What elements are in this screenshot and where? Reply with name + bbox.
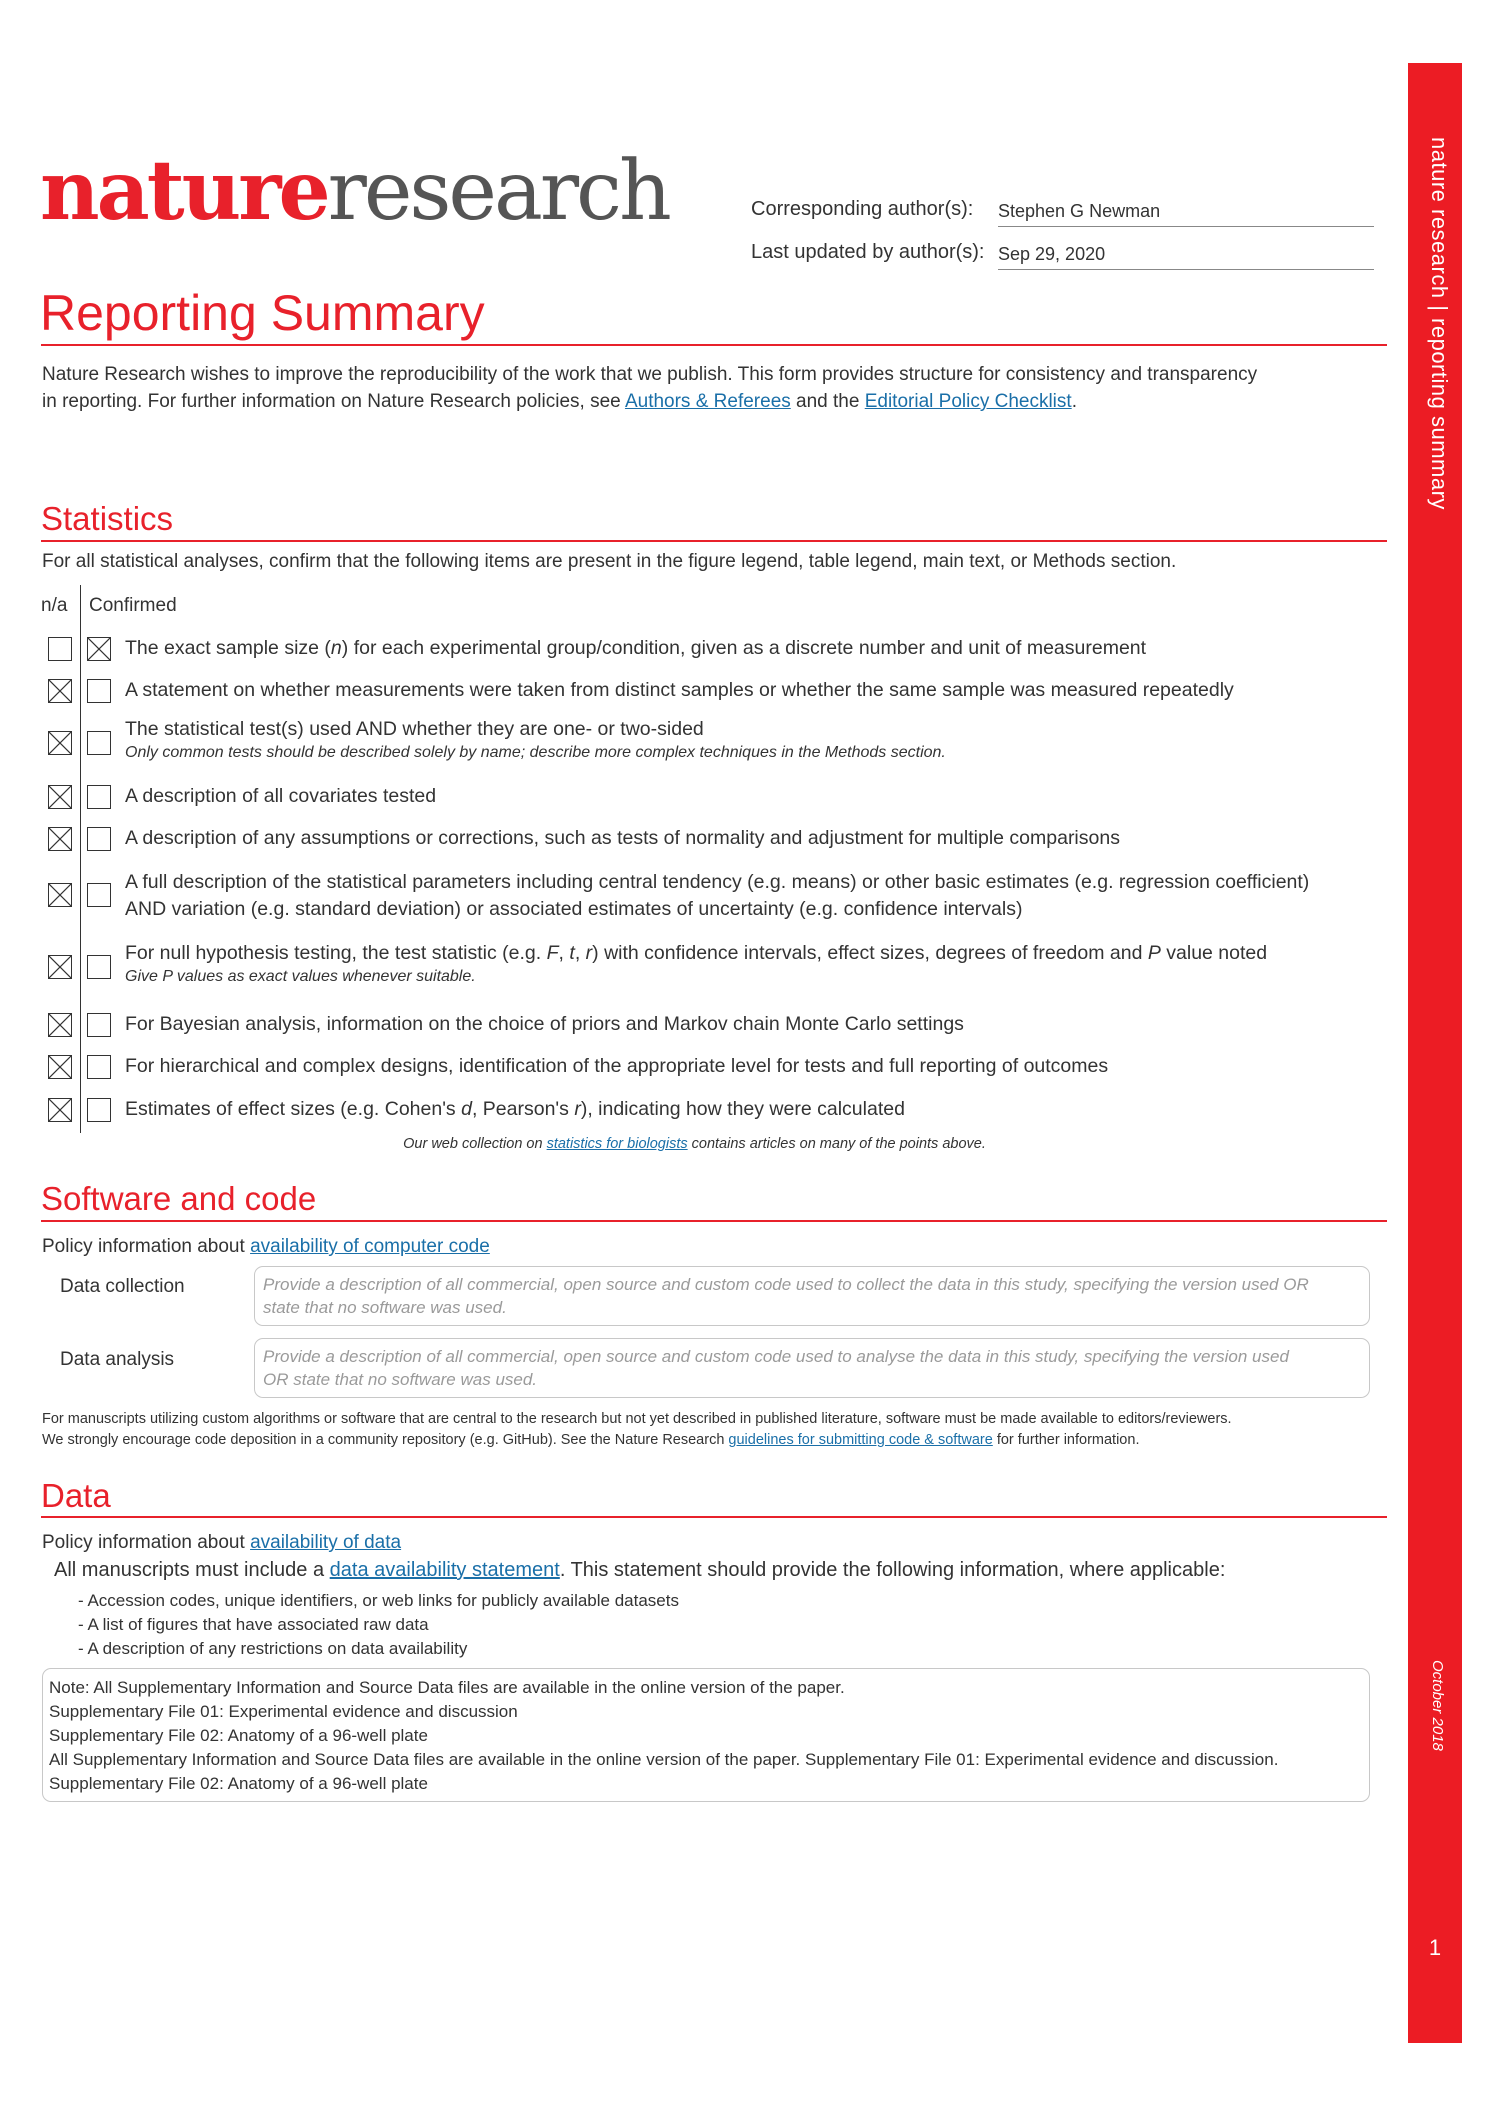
stat-item-3-sub: Only common tests should be described solely by name; describe more complex techniques in the Methods section. <box>125 744 946 761</box>
intro-line-2-pre: in reporting. For further information on Nature Research policies, see <box>42 391 625 412</box>
editorial-policy-link[interactable]: Editorial Policy Checklist <box>864 391 1072 412</box>
na-checkbox-3[interactable] <box>48 731 72 755</box>
sidebar-date: October 2018 <box>1429 1660 1446 1751</box>
authors-referees-link[interactable]: Authors & Referees <box>624 391 791 412</box>
stat-item-7-t1: For null hypothesis testing, the test statistic (e.g. <box>125 942 547 964</box>
na-checkbox-9[interactable] <box>48 1055 72 1079</box>
software-title: Software and code <box>41 1180 317 1217</box>
page-number: 1 <box>1428 1935 1442 1960</box>
statistics-rule <box>41 540 1387 542</box>
data-title: Data <box>41 1477 111 1514</box>
data-availability-field[interactable] <box>42 1668 1370 1802</box>
stat-item-1-italic: n <box>330 637 342 659</box>
stat-item-2: A statement on whether measurements were taken from distinct samples or whether the same sample was measured repeatedly <box>125 679 1234 701</box>
data-box-line-4: All Supplementary Information and Source Data files are available in the online version of the paper. Supplementary File 01: Experimental evidence and discussion. <box>49 1750 1279 1769</box>
stat-item-10-t1: Estimates of effect sizes (e.g. Cohen's <box>125 1098 462 1120</box>
software-note-line-1: For manuscripts utilizing custom algorithms or software that are central to the research but not yet described in published literature, software must be made available to editors/reviewers. <box>42 1411 1232 1427</box>
software-note <box>42 1409 1232 1451</box>
stat-item-7-t3: , <box>574 942 586 964</box>
stat-item-6 <box>125 869 1309 923</box>
data-bullets <box>78 1589 679 1661</box>
stat-item-10 <box>125 1096 905 1123</box>
stat-item-10-i1: d <box>461 1098 472 1120</box>
logo-nature: nature <box>40 143 328 239</box>
corresponding-author-label: Corresponding author(s): <box>751 198 974 220</box>
code-guidelines-link[interactable]: guidelines for submitting code & software <box>728 1432 993 1448</box>
data-collection-placeholder-1: Provide a description of all commercial, open source and custom code used to collect the data in this study, specifying the version used OR <box>263 1275 1309 1294</box>
data-statement-post: . This statement should provide the following information, where applicable: <box>559 1559 1226 1581</box>
stat-item-10-i2: r <box>574 1098 581 1120</box>
stat-item-7-t4: ) with confidence intervals, effect sizes, degrees of freedom and <box>592 942 1148 964</box>
data-bullet-1: - Accession codes, unique identifiers, or web links for publicly available datasets <box>78 1591 679 1610</box>
confirmed-checkbox-4[interactable] <box>87 785 111 809</box>
intro-end: . <box>1071 391 1077 412</box>
data-collection-label: Data collection <box>60 1276 185 1297</box>
data-box-line-1: Note: All Supplementary Information and Source Data files are available in the online version of the paper. <box>49 1678 845 1697</box>
stat-item-3-text: The statistical test(s) used AND whether they are one- or two-sided <box>125 718 704 740</box>
last-updated-field[interactable]: Sep 29, 2020 <box>998 244 1374 270</box>
na-checkbox-10[interactable] <box>48 1098 72 1122</box>
stat-item-7-t5: value noted <box>1160 942 1268 964</box>
stat-item-8: For Bayesian analysis, information on the choice of priors and Markov chain Monte Carlo settings <box>125 1013 964 1035</box>
data-analysis-placeholder-1: Provide a description of all commercial, open source and custom code used to analyse the data in this study, specifying the version used <box>263 1347 1289 1366</box>
data-box-line-2: Supplementary File 01: Experimental evidence and discussion <box>49 1702 518 1721</box>
data-analysis-field[interactable] <box>254 1338 1370 1398</box>
confirmed-checkbox-5[interactable] <box>87 827 111 851</box>
software-policy-pre: Policy information about <box>42 1236 251 1257</box>
stat-item-7 <box>125 940 1267 987</box>
software-note-line-2-post: for further information. <box>992 1432 1140 1448</box>
na-checkbox-2[interactable] <box>48 679 72 703</box>
stat-item-1-pre: The exact sample size ( <box>125 637 331 659</box>
stat-item-4: A description of all covariates tested <box>125 785 437 807</box>
stat-item-7-i4: P <box>1147 942 1161 964</box>
na-checkbox-4[interactable] <box>48 785 72 809</box>
statistics-footer <box>0 1136 1389 1152</box>
stat-item-3 <box>125 716 946 763</box>
confirmed-checkbox-10[interactable] <box>87 1098 111 1122</box>
stat-item-1-post: ) for each experimental group/condition, given as a discrete number and unit of measurement <box>341 637 1147 659</box>
confirmed-checkbox-1[interactable] <box>87 637 111 661</box>
data-analysis-placeholder-2: OR state that no software was used. <box>263 1370 538 1389</box>
title-rule <box>41 344 1387 346</box>
stat-item-7-sub: Give P values as exact values whenever suitable. <box>125 968 476 985</box>
software-rule <box>41 1220 1387 1222</box>
confirmed-checkbox-9[interactable] <box>87 1055 111 1079</box>
statistics-intro: For all statistical analyses, confirm that the following items are present in the figure legend, table legend, main text, or Methods section. <box>42 551 1177 572</box>
statistics-footer-post: contains articles on many of the points above. <box>687 1136 986 1152</box>
data-statement-pre: All manuscripts must include a <box>54 1559 330 1581</box>
statistics-title: Statistics <box>41 500 174 537</box>
checklist-divider <box>80 585 81 1133</box>
nature-research-logo <box>40 143 669 239</box>
software-note-line-2 <box>42 1430 1232 1451</box>
data-bullet-2: - A list of figures that have associated raw data <box>78 1615 429 1634</box>
last-updated-label: Last updated by author(s): <box>751 241 985 263</box>
statistics-footer-pre: Our web collection on <box>403 1136 547 1152</box>
data-analysis-label: Data analysis <box>60 1349 175 1370</box>
confirmed-checkbox-6[interactable] <box>87 883 111 907</box>
stat-item-6-line-1: A full description of the statistical parameters including central tendency (e.g. means) or other basic estimates (e.g. regression coefficient) <box>125 871 1310 893</box>
na-checkbox-8[interactable] <box>48 1013 72 1037</box>
na-checkbox-5[interactable] <box>48 827 72 851</box>
stat-item-1 <box>125 635 1146 662</box>
stat-item-7-i3: r <box>585 942 593 964</box>
stat-item-6-line-2: AND variation (e.g. standard deviation) or associated estimates of uncertainty (e.g. confidence intervals) <box>125 898 1023 920</box>
confirmed-checkbox-8[interactable] <box>87 1013 111 1037</box>
intro-line-2 <box>42 388 1392 415</box>
stat-item-7-t2: , <box>558 942 570 964</box>
computer-code-link[interactable]: availability of computer code <box>250 1236 490 1257</box>
stat-item-7-text <box>125 940 1267 967</box>
data-collection-field[interactable] <box>254 1266 1370 1326</box>
confirmed-checkbox-7[interactable] <box>87 955 111 979</box>
na-checkbox-1[interactable] <box>48 637 72 661</box>
intro-mid: and the <box>790 391 865 412</box>
sidebar <box>1408 63 1462 2043</box>
sidebar-title: nature research | reporting summary <box>1427 137 1452 510</box>
data-rule <box>41 1516 1387 1518</box>
data-availability-statement-link[interactable]: data availability statement <box>329 1559 560 1581</box>
data-box-line-3: Supplementary File 02: Anatomy of a 96-well plate <box>49 1726 428 1745</box>
stat-item-7-i2: t <box>569 942 575 964</box>
software-note-line-2-pre: We strongly encourage code deposition in a community repository (e.g. GitHub). See the Nature Research <box>42 1432 729 1448</box>
stat-item-10-t3: ), indicating how they were calculated <box>580 1098 905 1120</box>
confirmed-checkbox-2[interactable] <box>87 679 111 703</box>
page-title: Reporting Summary <box>40 285 485 341</box>
corresponding-author-field[interactable]: Stephen G Newman <box>998 201 1374 227</box>
na-checkbox-7[interactable] <box>48 955 72 979</box>
logo-research: research <box>327 144 669 239</box>
statistics-for-biologists-link[interactable]: statistics for biologists <box>546 1136 688 1152</box>
stat-item-10-t2: , Pearson's <box>471 1098 575 1120</box>
data-collection-placeholder-2: state that no software was used. <box>263 1298 507 1317</box>
software-policy <box>42 1233 490 1260</box>
stat-item-9: For hierarchical and complex designs, identification of the appropriate level for tests and full reporting of outcomes <box>125 1055 1109 1077</box>
intro-line-1: Nature Research wishes to improve the reproducibility of the work that we publish. This form provides structure for consistency and transparency <box>42 364 1258 385</box>
data-policy <box>42 1529 401 1556</box>
data-statement <box>54 1557 1225 1584</box>
data-policy-pre: Policy information about <box>42 1532 251 1553</box>
na-column-header: n/a <box>41 595 68 616</box>
availability-of-data-link[interactable]: availability of data <box>250 1532 402 1553</box>
data-bullet-3: - A description of any restrictions on data availability <box>78 1639 468 1658</box>
stat-item-5: A description of any assumptions or corrections, such as tests of normality and adjustment for multiple comparisons <box>125 827 1120 849</box>
intro-paragraph <box>42 361 1392 415</box>
confirmed-checkbox-3[interactable] <box>87 731 111 755</box>
confirmed-column-header: Confirmed <box>89 595 177 616</box>
na-checkbox-6[interactable] <box>48 883 72 907</box>
data-box-line-5: Supplementary File 02: Anatomy of a 96-well plate <box>49 1774 428 1793</box>
stat-item-7-i1: F <box>546 942 559 964</box>
